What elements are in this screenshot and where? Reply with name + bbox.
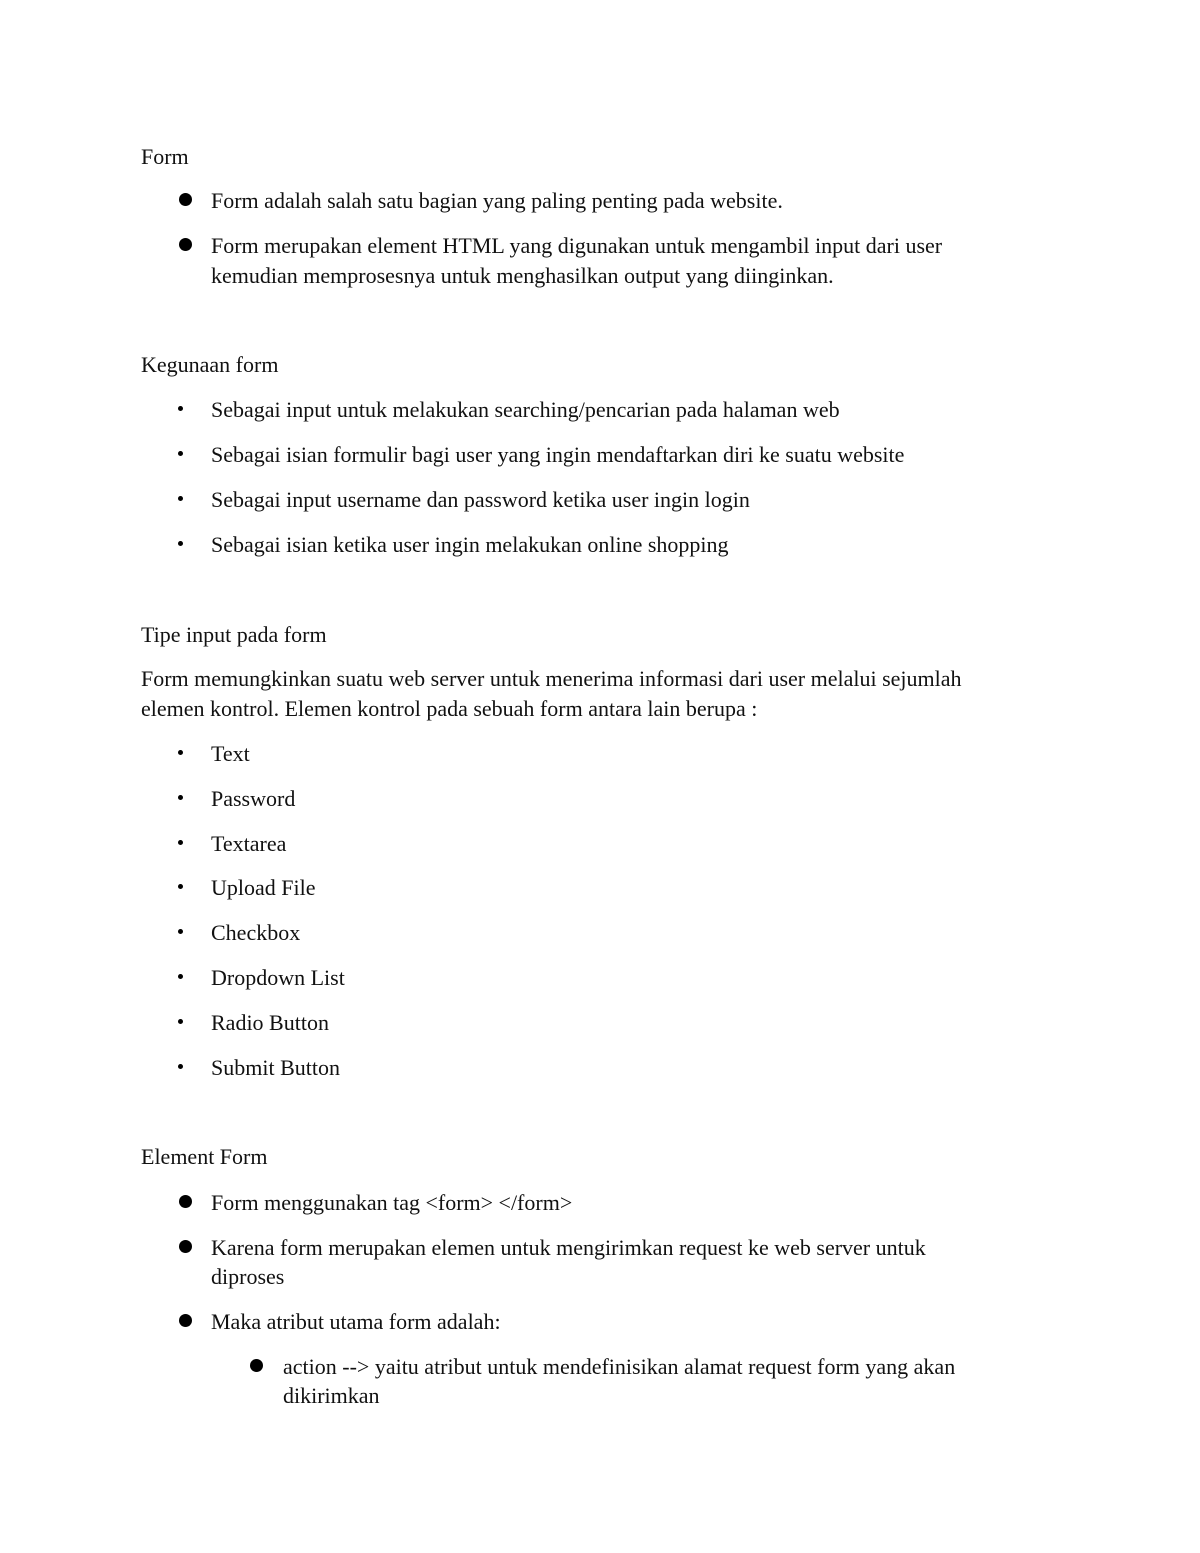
list-item: Form menggunakan tag <form> </form> <box>211 1190 573 1215</box>
bullet-dot <box>178 1064 183 1069</box>
list-item: Sebagai input untuk melakukan searching/pencarian pada halaman web <box>211 397 840 422</box>
bullet-dot <box>178 541 183 546</box>
list-item: Sebagai isian formulir bagi user yang ingin mendaftarkan diri ke suatu website <box>211 442 905 467</box>
bullet-dot <box>178 884 183 889</box>
list-item: Submit Button <box>211 1055 340 1080</box>
bullet-dot <box>178 840 183 845</box>
section-heading-kegunaan: Kegunaan form <box>141 352 279 377</box>
list-item: Upload File <box>211 875 316 900</box>
paragraph-line: elemen kontrol. Elemen kontrol pada sebuah form antara lain berupa : <box>141 696 758 721</box>
list-item: Sebagai input username dan password ketika user ingin login <box>211 487 750 512</box>
bullet-dot <box>178 795 183 800</box>
list-item: Form merupakan element HTML yang digunakan untuk mengambil input dari user <box>211 233 943 258</box>
paragraph-line: Form memungkinkan suatu web server untuk menerima informasi dari user melalui sejumlah <box>141 666 962 691</box>
bullet-dot <box>178 1019 183 1024</box>
section-heading-tipe: Tipe input pada form <box>141 622 327 647</box>
bullet-dot <box>179 1195 192 1208</box>
sub-list-item-continuation: dikirimkan <box>283 1383 380 1408</box>
bullet-dot <box>178 750 183 755</box>
list-item-continuation: kemudian memprosesnya untuk menghasilkan output yang diinginkan. <box>211 263 834 288</box>
list-item: Form adalah salah satu bagian yang paling penting pada website. <box>211 188 783 213</box>
bullet-dot <box>178 406 183 411</box>
bullet-dot <box>179 1240 192 1253</box>
sub-bullet-dot <box>250 1359 263 1372</box>
list-item: Karena form merupakan elemen untuk mengirimkan request ke web server untuk <box>211 1235 926 1260</box>
list-item: Textarea <box>211 831 287 856</box>
list-item: Dropdown List <box>211 965 345 990</box>
bullet-dot <box>178 496 183 501</box>
bullet-dot <box>178 451 183 456</box>
list-item: Maka atribut utama form adalah: <box>211 1309 501 1334</box>
sub-list-item: action --> yaitu atribut untuk mendefinisikan alamat request form yang akan <box>283 1354 956 1379</box>
bullet-dot <box>179 1314 192 1327</box>
list-item-continuation: diproses <box>211 1264 285 1289</box>
list-item: Password <box>211 786 296 811</box>
bullet-dot <box>179 238 192 251</box>
bullet-dot <box>179 193 192 206</box>
list-item: Text <box>211 741 250 766</box>
section-heading-form: Form <box>141 144 189 169</box>
list-item: Checkbox <box>211 920 301 945</box>
section-heading-element: Element Form <box>141 1144 268 1169</box>
list-item: Sebagai isian ketika user ingin melakukan online shopping <box>211 532 729 557</box>
bullet-dot <box>178 974 183 979</box>
bullet-dot <box>178 929 183 934</box>
list-item: Radio Button <box>211 1010 329 1035</box>
